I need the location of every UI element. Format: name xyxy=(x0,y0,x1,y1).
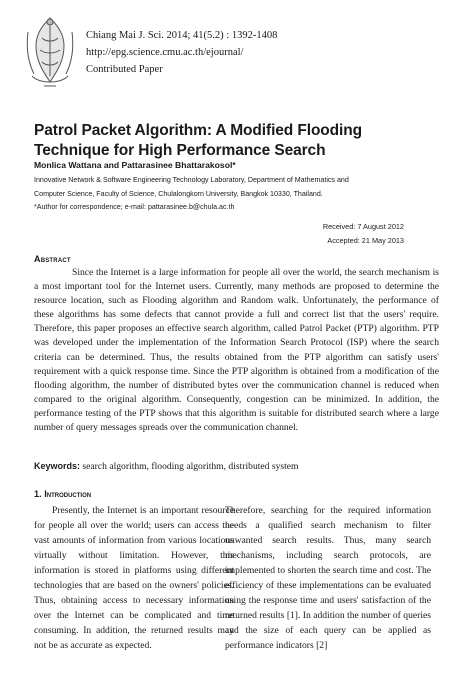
accepted-date: Accepted: 21 May 2013 xyxy=(327,235,404,245)
affiliation xyxy=(34,174,454,215)
paper-title xyxy=(34,121,454,161)
intro-column-left xyxy=(34,503,234,653)
intro-column-right xyxy=(225,503,431,653)
journal-citation: Chiang Mai J. Sci. 2014; 41(5.2) : 1392-1408 xyxy=(86,30,278,41)
paper-title-line-1: Patrol Packet Algorithm: A Modified Flooding xyxy=(34,122,362,139)
keywords xyxy=(34,461,439,472)
intro-paragraph-right: Therefore, searching for the required information needs a qualified search mechanism to filter unwanted search results. Thus, many search mechanisms, including search protocols, are implemented to shorten the search time and cost. The efficiency of these implementations can be evaluated using the response time and users' satisfaction of the returned results [1]. In addition the number of queries and the size of each query can be applied as performance indicators [2] xyxy=(225,505,431,651)
correspondence-email: *Author for correspondence; e-mail: pattarasinee.b@chula.ac.th xyxy=(34,203,235,211)
keywords-text: search algorithm, flooding algorithm, distributed system xyxy=(82,461,299,472)
abstract-text: Since the Internet is a large information for people all over the world, the search mechanism is a most important tool for the Internet users. Currently, many methods are proposed to determine the resource location, such as Flooding algorithm and Random walk. Unfortunately, the performance of these algorithms has some defects that cannot provide a full and correct list that the users' require. Therefore, this paper proposes an effective search algorithm, called Patrol Packet (PTP) algorithm. PTP was developed under the implementation of the Information Search Protocol (ISP) where the search criteria can be determined. Thus, the results obtained from the PTP algorithm can satisfy users' requirement with a quick response time. Since the PTP algorithm is obtained from a modification of the flooding algorithm, the number of distributed bytes over the communication channel is reduced when compared to the original algorithm. Consequently, congestion can be minimized. In addition, the performance testing of the PTP shows that this algorithm is suitable for distributed search where a large number of query messages spreads over the communication channel. xyxy=(34,267,439,434)
paper-type: Contributed Paper xyxy=(86,64,163,75)
abstract-heading: Abstract xyxy=(34,254,71,264)
journal-header xyxy=(86,27,277,78)
paper-title-line-2: Technique for High Performance Search xyxy=(34,142,326,159)
journal-url[interactable]: http://epg.science.cmu.ac.th/ejournal/ xyxy=(86,47,244,58)
submission-dates xyxy=(323,220,404,247)
authors: Monlica Wattana and Pattarasinee Bhattarakosol* xyxy=(34,160,236,170)
affiliation-line-1: Innovative Network & Software Engineering Technology Laboratory, Department of Mathematics and xyxy=(34,176,349,184)
section-heading-introduction: 1. Introduction xyxy=(34,489,92,499)
affiliation-line-2: Computer Science, Faculty of Science, Chulalongkorn University, Bangkok 10330, Thailand. xyxy=(34,189,323,198)
journal-seal-logo xyxy=(22,12,78,92)
intro-paragraph-left: Presently, the Internet is an important resource for people all over the world; users can access the vast amounts of information from various locations virtually without limitation. However, this information is stored in platforms using different technologies that are based on the owners' policies. Thus, obtaining access to necessary information over the Internet can be complicated and time consuming. In addition, the returned results may not be as accurate as expected. xyxy=(34,505,234,651)
received-date: Received: 7 August 2012 xyxy=(322,222,404,231)
keywords-label: Keywords: xyxy=(34,461,81,471)
